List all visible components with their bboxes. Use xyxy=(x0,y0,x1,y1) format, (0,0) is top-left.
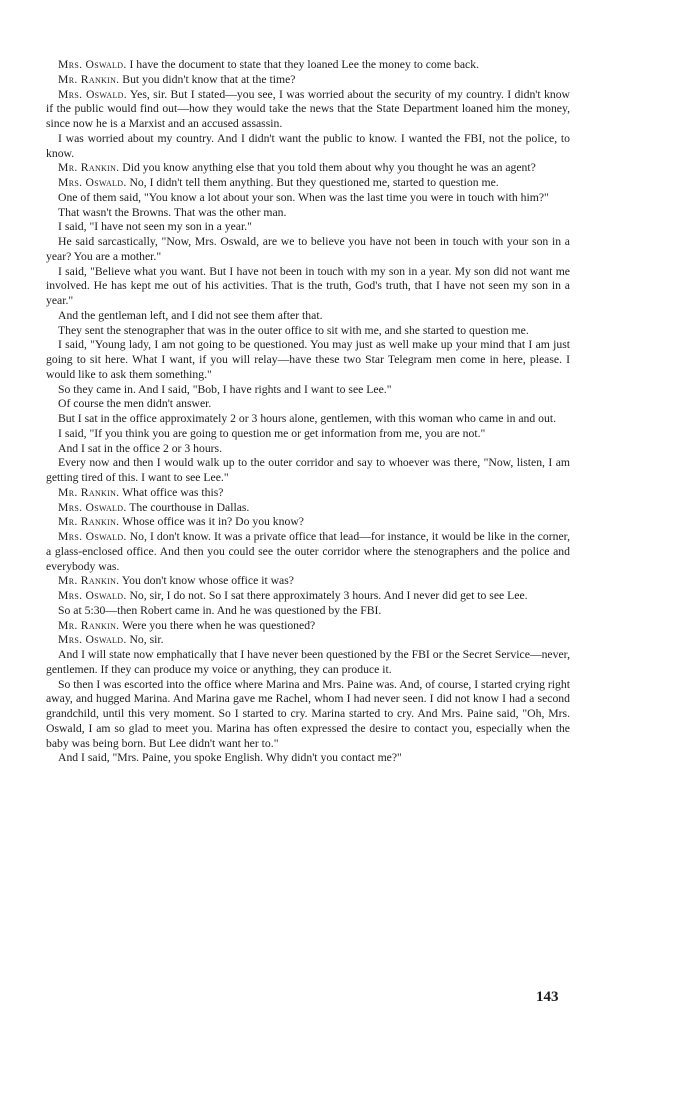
paragraph-text: One of them said, "You know a lot about your son. When was the last time you were in touch with him?" xyxy=(58,190,549,204)
paragraph xyxy=(46,176,570,191)
paragraph xyxy=(46,648,570,678)
paragraph-text: So they came in. And I said, "Bob, I have rights and I want to see Lee." xyxy=(58,382,392,396)
paragraph-text: I said, "I have not seen my son in a year." xyxy=(58,220,252,234)
paragraph xyxy=(46,456,570,486)
paragraph-text: But I sat in the office approximately 2 or 3 hours alone, gentlemen, with this woman who came in and out. xyxy=(58,412,557,425)
speaker-name: Mr. Rankin. xyxy=(58,515,120,529)
paragraph-text: And I said, "Mrs. Paine, you spoke English. Why didn't you contact me?" xyxy=(58,751,402,765)
speaker-name: Mrs. Oswald. xyxy=(58,530,127,543)
speaker-name: Mrs. Oswald. xyxy=(58,500,127,514)
paragraph-text: He said sarcastically, "Now, Mrs. Oswald, are we to believe you have not been in touch with your son in a year? You are a mother." xyxy=(46,235,570,263)
paragraph-text: I was worried about my country. And I didn't want the public to know. I wanted the FBI, not the police, to know. xyxy=(46,131,570,160)
paragraph-text: They sent the stenographer that was in the outer office to sit with me, and she started to question me. xyxy=(58,323,529,337)
paragraph xyxy=(46,486,570,501)
paragraph xyxy=(46,73,570,88)
paragraph-text: So then I was escorted into the office where Marina and Mrs. Paine was. And, of course, I started crying right away, and hugged Marina. And Marina gave me Rachel, whom I had never seen. I did not know I had a second grandchild, until this very moment. So I started to cry. Marina started to cry. And Mrs. Paine said, "Oh, Mrs. Oswald, I am so glad to meet you. Marina has often expressed the desire to contact you, especially when the baby was being born. But Lee didn't want her to." xyxy=(46,677,570,750)
speaker-name: Mrs. Oswald. xyxy=(58,58,127,71)
speaker-name: Mr. Rankin. xyxy=(58,574,120,588)
paragraph-text: Did you know anything else that you told them about why you thought he was an agent? xyxy=(122,161,536,175)
paragraph xyxy=(46,338,570,382)
paragraph-text: Were you there when he was questioned? xyxy=(122,618,316,632)
speaker-name: Mr. Rankin. xyxy=(58,72,120,86)
paragraph xyxy=(46,633,570,648)
paragraph-text: And I sat in the office 2 or 3 hours. xyxy=(58,441,223,455)
paragraph-text: That wasn't the Browns. That was the other man. xyxy=(58,205,287,219)
paragraph xyxy=(46,324,570,339)
paragraph xyxy=(46,309,570,324)
paragraph xyxy=(46,515,570,530)
paragraph-text: Yes, sir. But I stated—you see, I was worried about the security of my country. I didn't know if the public would find out—how they would take the news that the State Department loaned him the money, since now he is a Marxist and an accused assassin. xyxy=(46,87,570,130)
paragraph-text: Every now and then I would walk up to the outer corridor and say to whoever was there, "Now, listen, I am getting tired of this. I want to see Lee." xyxy=(46,456,570,484)
paragraph xyxy=(46,58,570,73)
paragraph-text: No, sir, I do not. So I sat there approximately 3 hours. And I never did get to see Lee. xyxy=(129,589,528,602)
paragraph xyxy=(46,619,570,634)
paragraph-text: No, I don't know. It was a private office that lead—for instance, it would be like in the corner, a glass-enclosed office. And then you could see the outer corridor where the stenographers and the police and everybody was. xyxy=(46,530,570,573)
paragraph xyxy=(46,574,570,589)
speaker-name: Mr. Rankin. xyxy=(58,618,120,632)
paragraph-text: I said, "If you think you are going to question me or get information from me, you are not." xyxy=(58,426,486,440)
paragraph xyxy=(46,88,570,132)
paragraph xyxy=(46,412,570,427)
paragraph-text: No, I didn't tell them anything. But they questioned me, started to question me. xyxy=(129,176,499,189)
paragraph xyxy=(46,530,570,574)
paragraph xyxy=(46,206,570,221)
paragraph xyxy=(46,191,570,206)
paragraph-text: Whose office was it in? Do you know? xyxy=(122,515,304,529)
speaker-name: Mrs. Oswald. xyxy=(58,87,127,101)
paragraph-text: You don't know whose office it was? xyxy=(121,574,294,588)
speaker-name: Mr. Rankin. xyxy=(58,161,120,175)
paragraph xyxy=(46,442,570,457)
paragraph xyxy=(46,501,570,516)
paragraph xyxy=(46,678,570,752)
page-number: 143 xyxy=(536,989,559,1005)
paragraph-text: No, sir. xyxy=(129,633,164,647)
paragraph xyxy=(46,427,570,442)
paragraph xyxy=(46,235,570,265)
paragraph xyxy=(46,604,570,619)
paragraph-text: But you didn't know that at the time? xyxy=(122,72,296,86)
paragraph-text: I said, "Believe what you want. But I have not been in touch with my son in a year. My son did not want me involved. He has kept me out of his activities. That is the truth, God's truth, that I have not seen my son in a year." xyxy=(46,264,570,307)
paragraph-text: And I will state now emphatically that I have never been questioned by the FBI or the Secret Service—never, gentlemen. If they can produce my voice or anything, they can produce it. xyxy=(46,648,570,676)
paragraph xyxy=(46,161,570,176)
speaker-name: Mr. Rankin. xyxy=(58,485,120,499)
speaker-name: Mrs. Oswald. xyxy=(58,589,127,602)
paragraph xyxy=(46,220,570,235)
paragraph xyxy=(46,132,570,162)
paragraph-text: I said, "Young lady, I am not going to be questioned. You may just as well make up your mind that I am just going to sit here. What I want, if you will relay—have these two Star Telegram men come in here, please. I would like to ask them something." xyxy=(46,338,570,381)
paragraph xyxy=(46,397,570,412)
paragraph xyxy=(46,383,570,398)
paragraph xyxy=(46,589,570,604)
paragraph xyxy=(46,751,570,766)
speaker-name: Mrs. Oswald. xyxy=(58,633,127,647)
speaker-name: Mrs. Oswald. xyxy=(58,176,127,189)
paragraph-text: Of course the men didn't answer. xyxy=(58,397,212,411)
paragraph-text: What office was this? xyxy=(122,485,224,499)
paragraph-text: And the gentleman left, and I did not see them after that. xyxy=(58,308,323,322)
transcript-page xyxy=(46,58,570,766)
paragraph xyxy=(46,265,570,309)
paragraph-text: So at 5:30—then Robert came in. And he was questioned by the FBI. xyxy=(58,603,382,617)
paragraph-text: I have the document to state that they loaned Lee the money to come back. xyxy=(129,58,479,71)
paragraph-text: The courthouse in Dallas. xyxy=(129,500,250,514)
